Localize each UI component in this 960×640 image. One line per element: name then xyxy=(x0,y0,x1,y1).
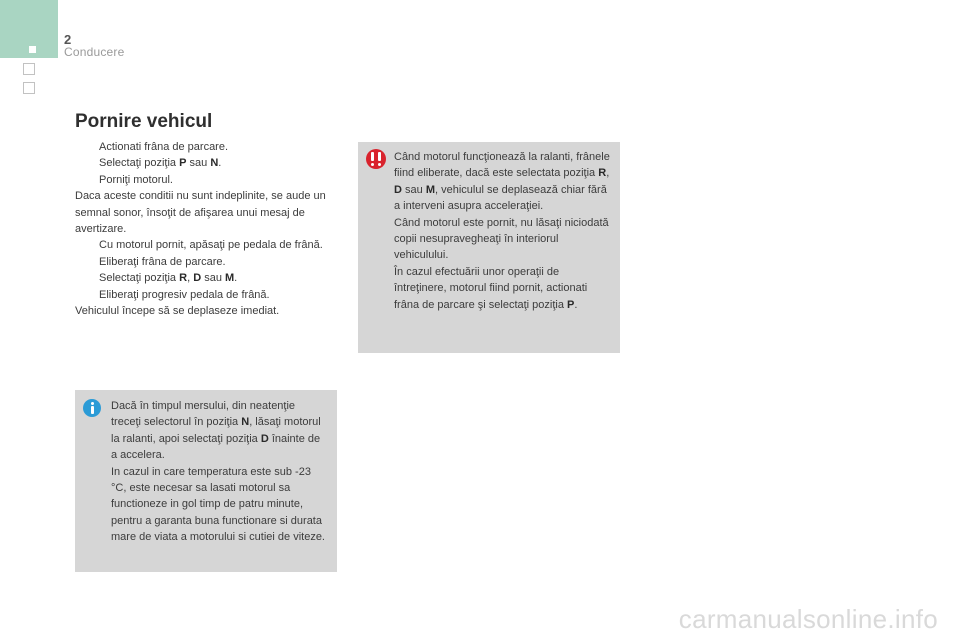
section-label: Conducere xyxy=(64,45,125,59)
instruction-step: Eliberaţi progresiv pedala de frână. xyxy=(99,288,270,301)
info-text xyxy=(111,398,327,546)
warning-exclamation-icon xyxy=(366,149,386,169)
instruction-step: Selectaţi poziţia R, D sau M. xyxy=(99,272,238,285)
instruction-step: Eliberaţi frâna de parcare. xyxy=(99,255,226,268)
info-panel xyxy=(75,390,337,572)
warning-text xyxy=(394,149,610,313)
corner-tab xyxy=(0,0,58,58)
info-icon xyxy=(83,399,101,417)
outline-box-1 xyxy=(23,63,35,75)
page-title: Pornire vehicul xyxy=(75,111,213,132)
panel-paragraph: In cazul in care temperatura este sub -23 °C, este necesar sa lasati motorul sa functioneze in gol timp de patru minute, pentru a garanta buna functionare si durata mare de viata a motorului si cutiei de viteze. xyxy=(111,465,325,544)
instruction-step: Selectaţi poziţia P sau N. xyxy=(99,157,222,170)
corner-square-marker xyxy=(29,46,36,53)
instructions-list xyxy=(75,139,337,319)
panel-paragraph: Când motorul este pornit, nu lăsaţi niciodată copii nesupravegheaţi în interiorul vehiculului. xyxy=(394,216,609,262)
page-number: 2 xyxy=(64,32,72,47)
outline-box-2 xyxy=(23,82,35,94)
instruction-note: Vehiculul începe să se deplaseze imediat. xyxy=(75,305,280,318)
watermark: carmanualsonline.info xyxy=(678,604,938,634)
instruction-note: Daca aceste conditii nu sunt indeplinite, se aude un semnal sonor, însoţit de afişarea unui mesaj de avertizare. xyxy=(75,190,326,236)
instruction-step: Cu motorul pornit, apăsaţi pe pedala de frână. xyxy=(99,239,323,252)
instruction-step: Actionati frâna de parcare. xyxy=(99,141,229,153)
panel-paragraph: În cazul efectuării unor operaţii de întreţinere, motorul fiind pornit, actionati frâna de parcare şi selectaţi poziţia P. xyxy=(394,265,588,311)
warning-panel xyxy=(358,142,620,353)
panel-paragraph: Când motorul funcţionează la ralanti, frânele fiind eliberate, dacă este selectata poziţia R, D sau M, vehiculul se deplasează chiar fără a interveni asupra acceleraţiei. xyxy=(394,151,610,213)
instruction-step: Porniţi motorul. xyxy=(99,173,173,186)
panel-paragraph: Dacă în timpul mersului, din neatenţie treceţi selectorul în poziţia N, lăsaţi motorul la ralanti, apoi selectaţi poziţia D înainte de a accelera. xyxy=(111,400,321,462)
